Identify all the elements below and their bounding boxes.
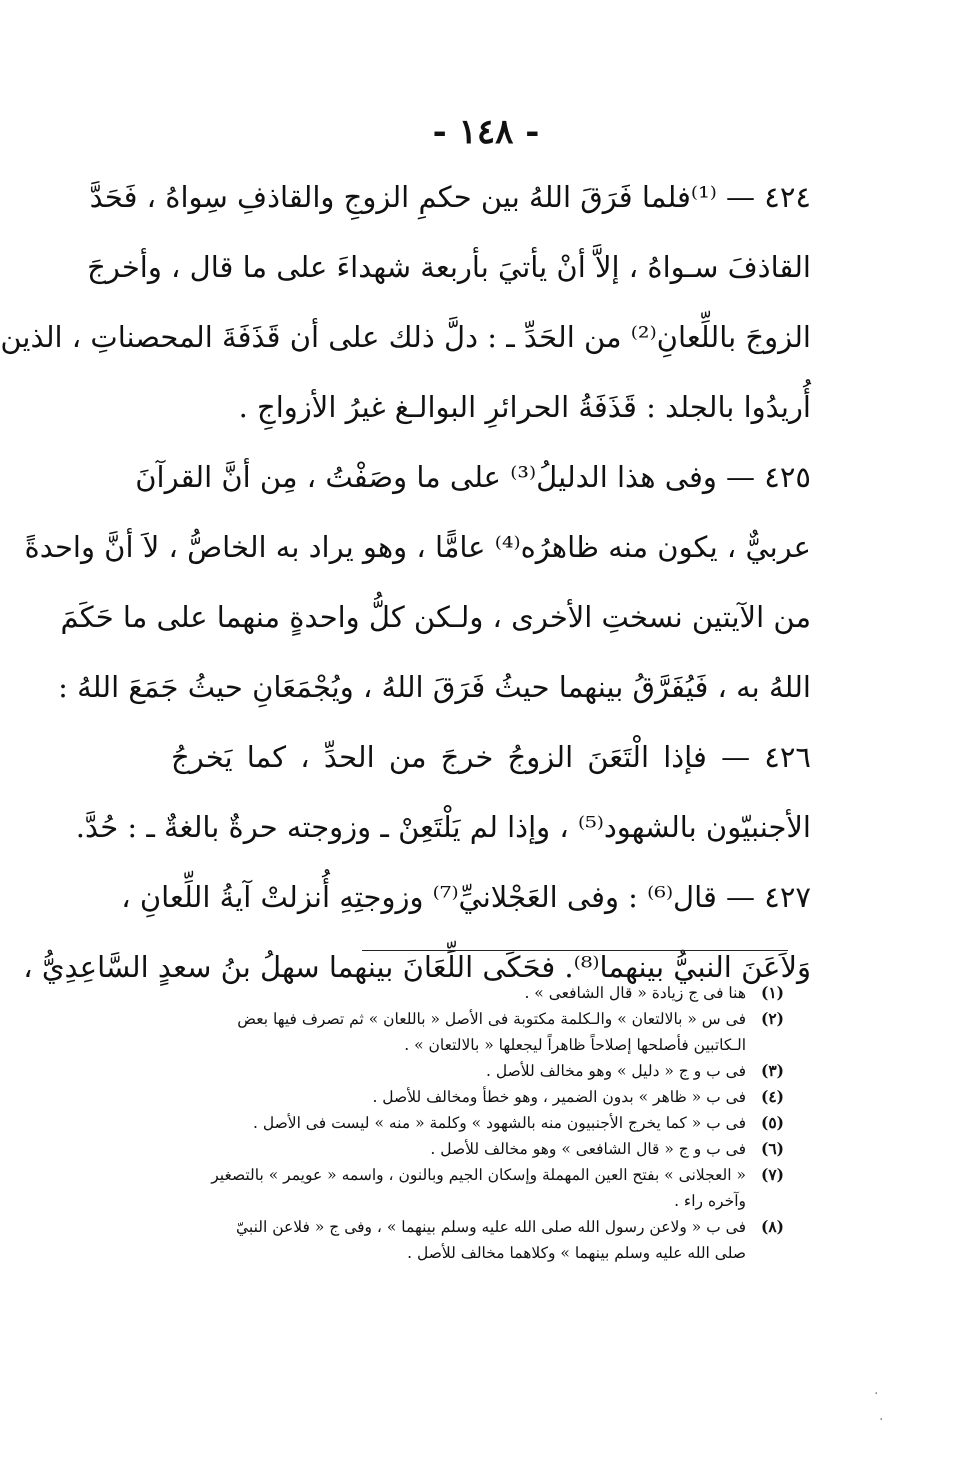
- footnote-line: فى ب « ولاعن رسول الله صلى الله عليه وسلم بينهما » ، وفى ج « فلاعن النبيّ: [235, 1218, 746, 1236]
- footnote-number: (١): [760, 983, 784, 1002]
- scan-speck: ·: [879, 1412, 884, 1428]
- footnote-line: صلى الله عليه وسلم بينهما » وكلاهما مخالف للأصل .: [407, 1244, 746, 1262]
- footnote-number: (٢): [760, 1009, 784, 1028]
- text-line: عربيٌّ ، يكون منه ظاهرُه⁽⁴⁾ عامًّا ، وهو يراد به الخاصُّ ، لاَ أنَّ واحدةً: [24, 530, 811, 564]
- footnote-7: [154, 1162, 784, 1214]
- text-line: اللهُ به ، فَيُفَرَّقُ بينهما حيثُ فَرَقَ اللهُ ، ويُجْمَعَانِ حيثُ جَمَعَ اللهُ :: [58, 670, 811, 704]
- paragraph-425: [24, 442, 811, 722]
- text-line: ٤٢٧ — قال⁽⁶⁾ : وفى العَجْلانيِّ⁽⁷⁾ وزوجتِهِ أُنزلتْ آيةُ اللِّعانِ ،: [121, 880, 811, 914]
- text-line: الأجنبيّون بالشهود⁽⁵⁾ ، وإذا لم يَلْتَعِنْ ـ وزوجته حرةٌ بالغةٌ ـ : حُدَّ.: [75, 810, 811, 844]
- text-line: ٤٢٥ — وفى هذا الدليلُ⁽³⁾ على ما وصَفْتُ ، مِن أنَّ القرآنَ: [135, 460, 811, 494]
- footnote-1: [154, 980, 784, 1006]
- footnote-text: [154, 1136, 746, 1162]
- footnote-number: (٧): [760, 1165, 784, 1184]
- scan-speck: ·: [874, 1386, 879, 1402]
- footnote-text: [154, 1006, 746, 1058]
- footnote-line: فى ب « كما يخرج الأجنبيون منه بالشهود » وكلمة « منه » ليست فى الأصل .: [252, 1114, 746, 1132]
- footnote-number: (٤): [760, 1087, 784, 1106]
- text-line: أُريدُوا بالجلد : قَذَفَةُ الحرائرِ البوالـغ غيرُ الأزواجِ .: [238, 390, 811, 424]
- main-text: [0, 162, 811, 1002]
- footnote-6: [154, 1136, 784, 1162]
- footnote-text: [154, 1058, 746, 1084]
- footnote-number: (٣): [760, 1061, 784, 1080]
- page-number: - ١٤٨ -: [432, 112, 540, 152]
- text-line: القاذفَ سـواهُ ، إلاَّ أنْ يأتيَ بأربعة شهداءَ على ما قال ، وأخرجَ: [87, 250, 811, 284]
- footnote-line: هنا فى ج زيادة « قال الشافعى » .: [524, 984, 746, 1002]
- footnote-4: [154, 1084, 784, 1110]
- footnote-number: (٨): [760, 1217, 784, 1236]
- footnote-line: الـكاتبين فأصلحها إصلاحاً ظاهراً ليجعلها « بالالتعان » .: [404, 1036, 746, 1054]
- paragraph-424: [0, 162, 811, 442]
- footnote-2: [154, 1006, 784, 1058]
- footnote-number: (٦): [760, 1139, 784, 1158]
- footnote-8: [154, 1214, 784, 1266]
- footnotes: [154, 980, 784, 1266]
- footnote-divider: [362, 950, 788, 951]
- text-line: ٤٢٤ — ⁽¹⁾فلما فَرَقَ اللهُ بين حكمِ الزوجِ والقاذفِ سِواهُ ، فَحَدَّ: [89, 180, 811, 214]
- footnote-line: فى س « بالالتعان » والـكلمة مكتوبة فى الأصل « باللعان » ثم تصرف فيها بعض: [237, 1010, 746, 1028]
- footnote-text: [154, 1162, 746, 1214]
- footnote-text: [154, 1214, 746, 1266]
- footnote-line: وآخره راء .: [674, 1192, 746, 1210]
- footnote-number: (٥): [760, 1113, 784, 1132]
- paragraph-426: [75, 722, 811, 862]
- footnote-line: فى ب و ج « قال الشافعى » وهو مخالف للأصل .: [430, 1140, 746, 1158]
- footnote-5: [154, 1110, 784, 1136]
- footnote-line: « العجلانى » بفتح العين المهملة وإسكان الجيم وبالنون ، واسمه « عويمر » بالتصغير: [211, 1166, 746, 1184]
- footnote-text: [154, 1110, 746, 1136]
- footnote-text: [154, 1084, 746, 1110]
- text-line: الزوجَ باللِّعانِ⁽²⁾ من الحَدِّ ـ : دلَّ ذلك على أن قَذَفَةَ المحصناتِ ، الذين: [0, 320, 811, 354]
- text-line: ٤٢٦ — فإذا الْتَعَنَ الزوجُ خرجَ من الحدِّ ، كما يَخرجُ: [171, 740, 811, 774]
- footnote-line: فى ب « ظاهر » بدون الضمير ، وهو خطأ ومخالف للأصل .: [372, 1088, 746, 1106]
- footnote-text: [154, 980, 746, 1006]
- footnote-3: [154, 1058, 784, 1084]
- footnote-line: فى ب و ج « دليل » وهو مخالف للأصل .: [486, 1062, 746, 1080]
- text-line: وَلاَعَنَ النبيُّ بينهما⁽⁸⁾. فحَكَى اللِّعَانَ بينهما سهلُ بنُ سعدٍ السَّاعِدِيُّ ،: [23, 950, 811, 984]
- text-line: من الآيتين نسختِ الأخرى ، ولـكن كلُّ واحدةٍ منهما على ما حَكَمَ: [60, 600, 811, 634]
